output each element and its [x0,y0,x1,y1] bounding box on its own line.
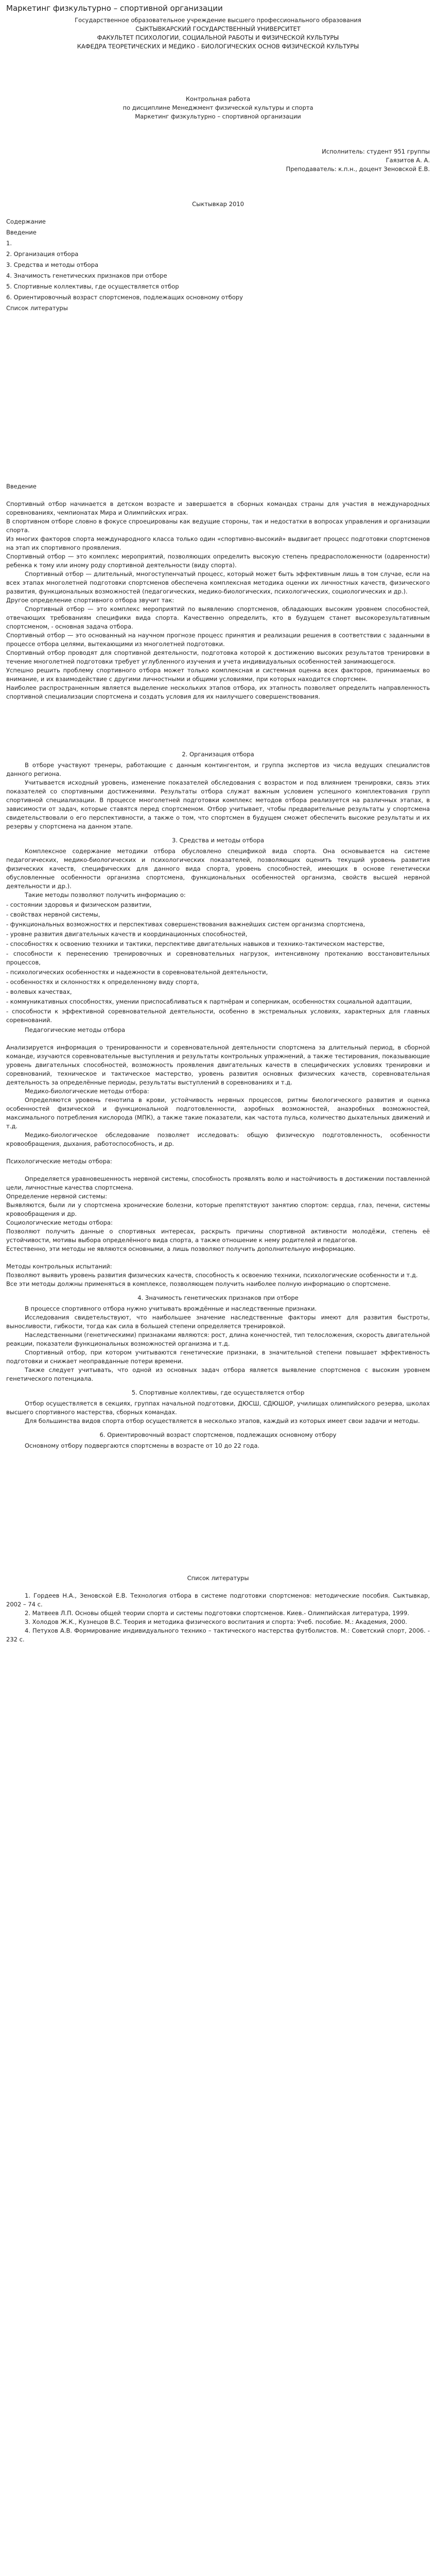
paragraph: Исследования свидетельствуют, что наибольшее значение наследственные факторы имеют для развития быстроты, выносливости, гибкости, тогда как сила в большей степени определяется тренировкой. [6,1314,430,1330]
author-line: Гаязитов А. А. [386,157,430,164]
header-line: КАФЕДРА ТЕОРЕТИЧЕСКИХ И МЕДИКО - БИОЛОГИЧЕСКИХ ОСНОВ ФИЗИЧЕСКОЙ КУЛЬТУРЫ [77,43,359,50]
paragraph: Такие методы позволяют получить информацию о: [25,891,186,899]
list-item: - психологических особенностях и надежности в соревновательной деятельности, [6,969,268,976]
paragraph: Учитывается исходный уровень, изменение показателей обследования с возрастом и под влиянием тренировки, связь этих показателей со спортивными достижениями. Результаты отбора служат важным условием успешного комплектования групп спортивной специализации. В процессе многолетней подготовки комплекс методов отбора реализуется на различных этапах, в зависимости от задач, которые ставятся перед спортсменом. Отбор учитывает, чтобы предварительные результаты у спортсмена свидетельствовали о его перспективности, а также о том, что спортсмен в будущем сможет обеспечить высокие результаты и их резервы у спортсмена на данном этапе. [6,779,430,830]
paragraph: Определяется уравновешенность нервной системы, способность проявлять волю и настойчивость в достижении поставленной цели, личностные качества спортсмена. [6,1175,430,1191]
section-4 [6,1304,430,1383]
paragraph: Выявляются, были ли у спортсмена хронические болезни, которые препятствуют занятию спортом: сердца, глаз, печени, системы кровообращения и др. [6,1201,430,1217]
paragraph: Спортивный отбор — это комплекс мероприятий, позволяющих определить высокую степень предрасположенности (одаренности) ребенка к тому или иному роду спортивной деятельности (виду спорта). [6,553,430,569]
paragraph: Все эти методы должны применяться в комплексе, позволяющем получить наиболее полную информацию о спортсмене. [6,1280,391,1287]
paragraph: В процессе спортивного отбора нужно учитывать врождённые и наследственные признаки. [25,1305,317,1312]
paragraph: Комплексное содержание методики отбора обусловлено спецификой вида спорта. Она основывается на системе педагогических, медико-биологических и психологических показателей, позволяющих оценить текущий уровень развития физических качеств, специфических для данного вида спорта, уровень способностей, имеющих в основе генетически обусловленные особенности организма спортсмена, функциональных особенностей организма, свойств высшей нервной деятельности и др.). [6,848,430,890]
paragraph: Определяются уровень генотипа в крови, устойчивость нервных процессов, ритмы биологического развития и оценка особенностей физической и функциональной подготовленности, аэробных возможностей, анаэробных возможностей, максимального потребления кислорода (МПК), а также такие показатели, как частота пульса, количество дыхательных движений и т.д. [6,1096,430,1130]
paragraph: Позволяют выявить уровень развития физических качеств, способность к освоению техники, психологические особенности и т.д. [6,1272,418,1279]
toc-item: Список литературы [6,304,68,312]
header-line: ФАКУЛЬТЕТ ПСИХОЛОГИИ, СОЦИАЛЬНОЙ РАБОТЫ И ФИЗИЧЕСКОЙ КУЛЬТУРЫ [97,34,339,41]
paragraph: Позволяют получить данные о спортивных интересах, раскрыть причины спортивной активности молодёжи, степень её устойчивости, мотивы выбора определённого вида спорта, а также отношение к нему родителей и педагогов. [6,1228,430,1244]
author-line: Преподаватель: к.п.н., доцент Зеновской Е.В. [286,165,430,173]
paragraph: Основному отбору подвергаются спортсмены в возрасте от 10 до 22 года. [25,1442,260,1449]
paragraph: Другое определение спортивного отбора звучит так: [6,597,175,604]
paragraph: Спортивный отбор — это комплекс мероприятий по выявлению спортсменов, обладающих высоким уровнем способностей, отвечающих требованиям специфики вида спорта. Качественно определить, кто в будущем станет высокорезультативным спортсменом, - основная задача отбора. [6,605,430,630]
toc-heading: Содержание [6,218,46,225]
paragraph: Спортивный отбор начинается в детском возрасте и завершается в сборных командах страны для участия в международных соревнованиях, чемпионатах Мира и Олимпийских играх. [6,500,430,516]
list-item: - состоянии здоровья и физическом развитии, [6,901,152,908]
references-list [6,1591,430,1644]
paragraph: Для большинства видов спорта отбор осуществляется в несколько этапов, каждый из которых имеет свои задачи и методы. [25,1417,420,1425]
toc-item: 2. Организация отбора [6,250,79,258]
work-title-line: Контрольная работа [185,95,251,103]
section-heading: 4. Значимость генетических признаков при отборе [137,1294,299,1301]
paragraph: Наиболее распространенным является выделение нескольких этапов отбора, их этапность позволяет определить направленность спортивной специализации спортсмена и создать условия для их наилучшего совершенствования. [6,684,430,700]
paragraph: Спортивный отбор — длительный, многоступенчатый процесс, который может быть эффективным лишь в том случае, если на всех этапах многолетней подготовки спортсменов обеспечена комплексная методика оценки их личностных качеств, физического развития, функциональных возможностей (педагогических, медико-биологических, психологических, социологических и др.). [6,570,430,595]
section-2 [6,761,430,831]
document-title: Маркетинг физкультурно – спортивной организации [6,4,223,13]
reference-item: 3. Холодов Ж.К., Кузнецов В.С. Теория и методика физического воспитания и спорта: Учеб. пособие. М.: Академия, 2000. [25,1618,407,1625]
work-title-line: по дисциплине Менеджмент физической культуры и спорта [123,104,313,111]
subsection-heading: Психологические методы отбора: [6,1158,112,1165]
subsection-heading: Медико-биологические методы отбора: [25,1088,149,1095]
subsection-heading: Социологические методы отбора: [6,1219,113,1226]
author-line: Исполнитель: студент 951 группы [322,148,430,155]
paragraph: Отбор осуществляется в секциях, группах начальной подготовки, ДЮСШ, СДЮШОР, училищах олимпийского резерва, школах высшего спортивного мастерства, сборных командах. [6,1400,430,1416]
intro-heading: Введение [6,483,37,490]
table-of-contents [6,217,430,313]
toc-item: 1. [6,240,12,247]
paragraph: Из многих факторов спорта международного класса только один «спортивно-высокий» выдвигает процесс подготовки спортсменов на этап их спортивного проявления. [6,535,430,551]
work-title-line: Маркетинг физкультурно – спортивной организации [135,113,301,120]
paragraph: Также следует учитывать, что одной из основных задач отбора является выявление спортсменов с высоким уровнем генетического потенциала. [6,1366,430,1382]
title-page-header [6,16,430,51]
paragraph: Успешно решить проблему спортивного отбора может только комплексная и системная оценка всех факторов, принимаемых во внимание, и их взаимодействие с другими личностными и общими условиями, при которых находится спортсмен. [6,667,430,683]
list-item: - особенностях и склонностях к определенному виду спорта, [6,978,199,986]
toc-item: 5. Спортивные коллективы, где осуществляется отбор [6,283,179,290]
paragraph: Спортивный отбор проводят для спортивной деятельности, подготовка которой к достижению высоких результатов тренировки в течение многолетней подготовки требует углубленного изучения и учета индивидуальных особенностей занимающегося. [6,649,430,665]
paragraph: Определение нервной системы: [6,1193,107,1200]
work-title-block [6,95,430,121]
list-item: - уровне развития двигательных качеств и координационных способностей, [6,930,248,938]
city-year: Сыктывкар 2010 [192,200,244,208]
toc-item: Введение [6,229,37,236]
subsection-heading: Педагогические методы отбора [25,1026,126,1033]
paragraph: В спортивном отборе словно в фокусе спроецированы как ведущие стороны, так и недостатки в вопросах управления и организации спорта. [6,518,430,534]
list-item: - свойствах нервной системы, [6,911,100,918]
subsection-heading: Методы контрольных испытаний: [6,1263,112,1270]
toc-item: 3. Средства и методы отбора [6,261,98,268]
section-heading: 6. Ориентировочный возраст спортсменов, подлежащих основному отбору [99,1431,337,1438]
references-heading: Список литературы [187,1574,249,1582]
list-item: - способности к эффективной соревновательной деятельности, особенно в экстремальных условиях, характерных для главных соревнований. [6,1008,430,1024]
paragraph: Спортивный отбор, при котором учитываются генетические признаки, в значительной степени повышает эффективность подготовки и снижает неоправданные потери времени. [6,1349,430,1365]
section-heading: 2. Организация отбора [182,751,254,758]
paragraph: Спортивный отбор — это основанный на научном прогнозе процесс принятия и реализации решения в соответствии с заданными в процессе отбора целями, вытекающими из многолетней подготовки. [6,632,430,648]
toc-item: 6. Ориентировочный возраст спортсменов, подлежащих основному отбору [6,294,243,301]
intro-section [6,500,430,701]
section-heading: 3. Средства и методы отбора [172,837,264,844]
list-item: - функциональных возможностях и перспективах совершенствования важнейших систем организма спортсмена, [6,921,365,928]
reference-item: 2. Матвеев Л.П. Основы общей теории спорта и системы подготовки спортсменов. Киев.- Олимпийская литература, 1999. [25,1609,409,1617]
list-item: - способностях к освоению техники и тактики, перспективе двигательных навыков и технико-тактическом мастерстве, [6,940,385,947]
paragraph: Медико-биологическое обследование позволяет исследовать: общую физическую подготовленность, особенности кровообращения, дыхания, работоспособность, и др. [6,1131,430,1147]
header-line: СЫКТЫВКАРСКИЙ ГОСУДАРСТВЕННЫЙ УНИВЕРСИТЕТ [135,25,301,32]
reference-item: 1. Гордеев Н.А., Зеновской Е.В. Технология отбора в системе подготовки спортсменов: методические пособия. Сыктывкар, 2002 – 74 с. [6,1592,430,1608]
section-6 [6,1442,430,1450]
toc-item: 4. Значимость генетических признаков при отборе [6,272,167,279]
list-item: - способности к перенесению тренировочных и соревновательных нагрузок, интенсивному протеканию восстановительных процессов, [6,950,430,966]
list-item: - волевых качествах, [6,988,72,995]
paragraph: В отборе участвуют тренеры, работающие с данным контингентом, и группа экспертов из числа ведущих специалистов данного региона. [6,761,430,777]
section-heading: 5. Спортивные коллективы, где осуществляется отбор [131,1389,305,1396]
paragraph: Наследственными (генетическими) признаками являются: рост, длина конечностей, тип телосложения, скорость двигательной реакции, показатели функциональных возможностей организма и т.д. [6,1331,430,1347]
authors-block [6,147,430,174]
paragraph: Естественно, эти методы не являются основными, а лишь позволяют получить дополнительную информацию. [6,1245,356,1252]
header-line: Государственное образовательное учреждение высшего профессионального образования [75,16,361,24]
paragraph: Анализируется информация о тренированности и соревновательной деятельности спортсмена за длительный период, в сборной команде, изучаются соревновательные выступления и результаты контрольных упражнений, а также тестирования, показывающие уровень двигательных способностей, возможность проявления двигательных качеств в специфических условиях тренировки и соревнований, техническое и тактическое мастерство, уровень развития основных физических качеств, соревновательная деятельность за определённые периоды, результаты выступлений в соревнованиях и т.д. [6,1044,430,1086]
reference-item: 4. Петухов А.В. Формирование индивидуального технико – тактического мастерства футболистов. М.: Советский спорт, 2006. - 232 с. [6,1627,430,1643]
section-5 [6,1399,430,1426]
section-3 [6,847,430,1289]
list-item: - коммуникативных способностях, умении приспосабливаться к партнёрам и соперникам, особенностях социальной адаптации, [6,998,412,1005]
